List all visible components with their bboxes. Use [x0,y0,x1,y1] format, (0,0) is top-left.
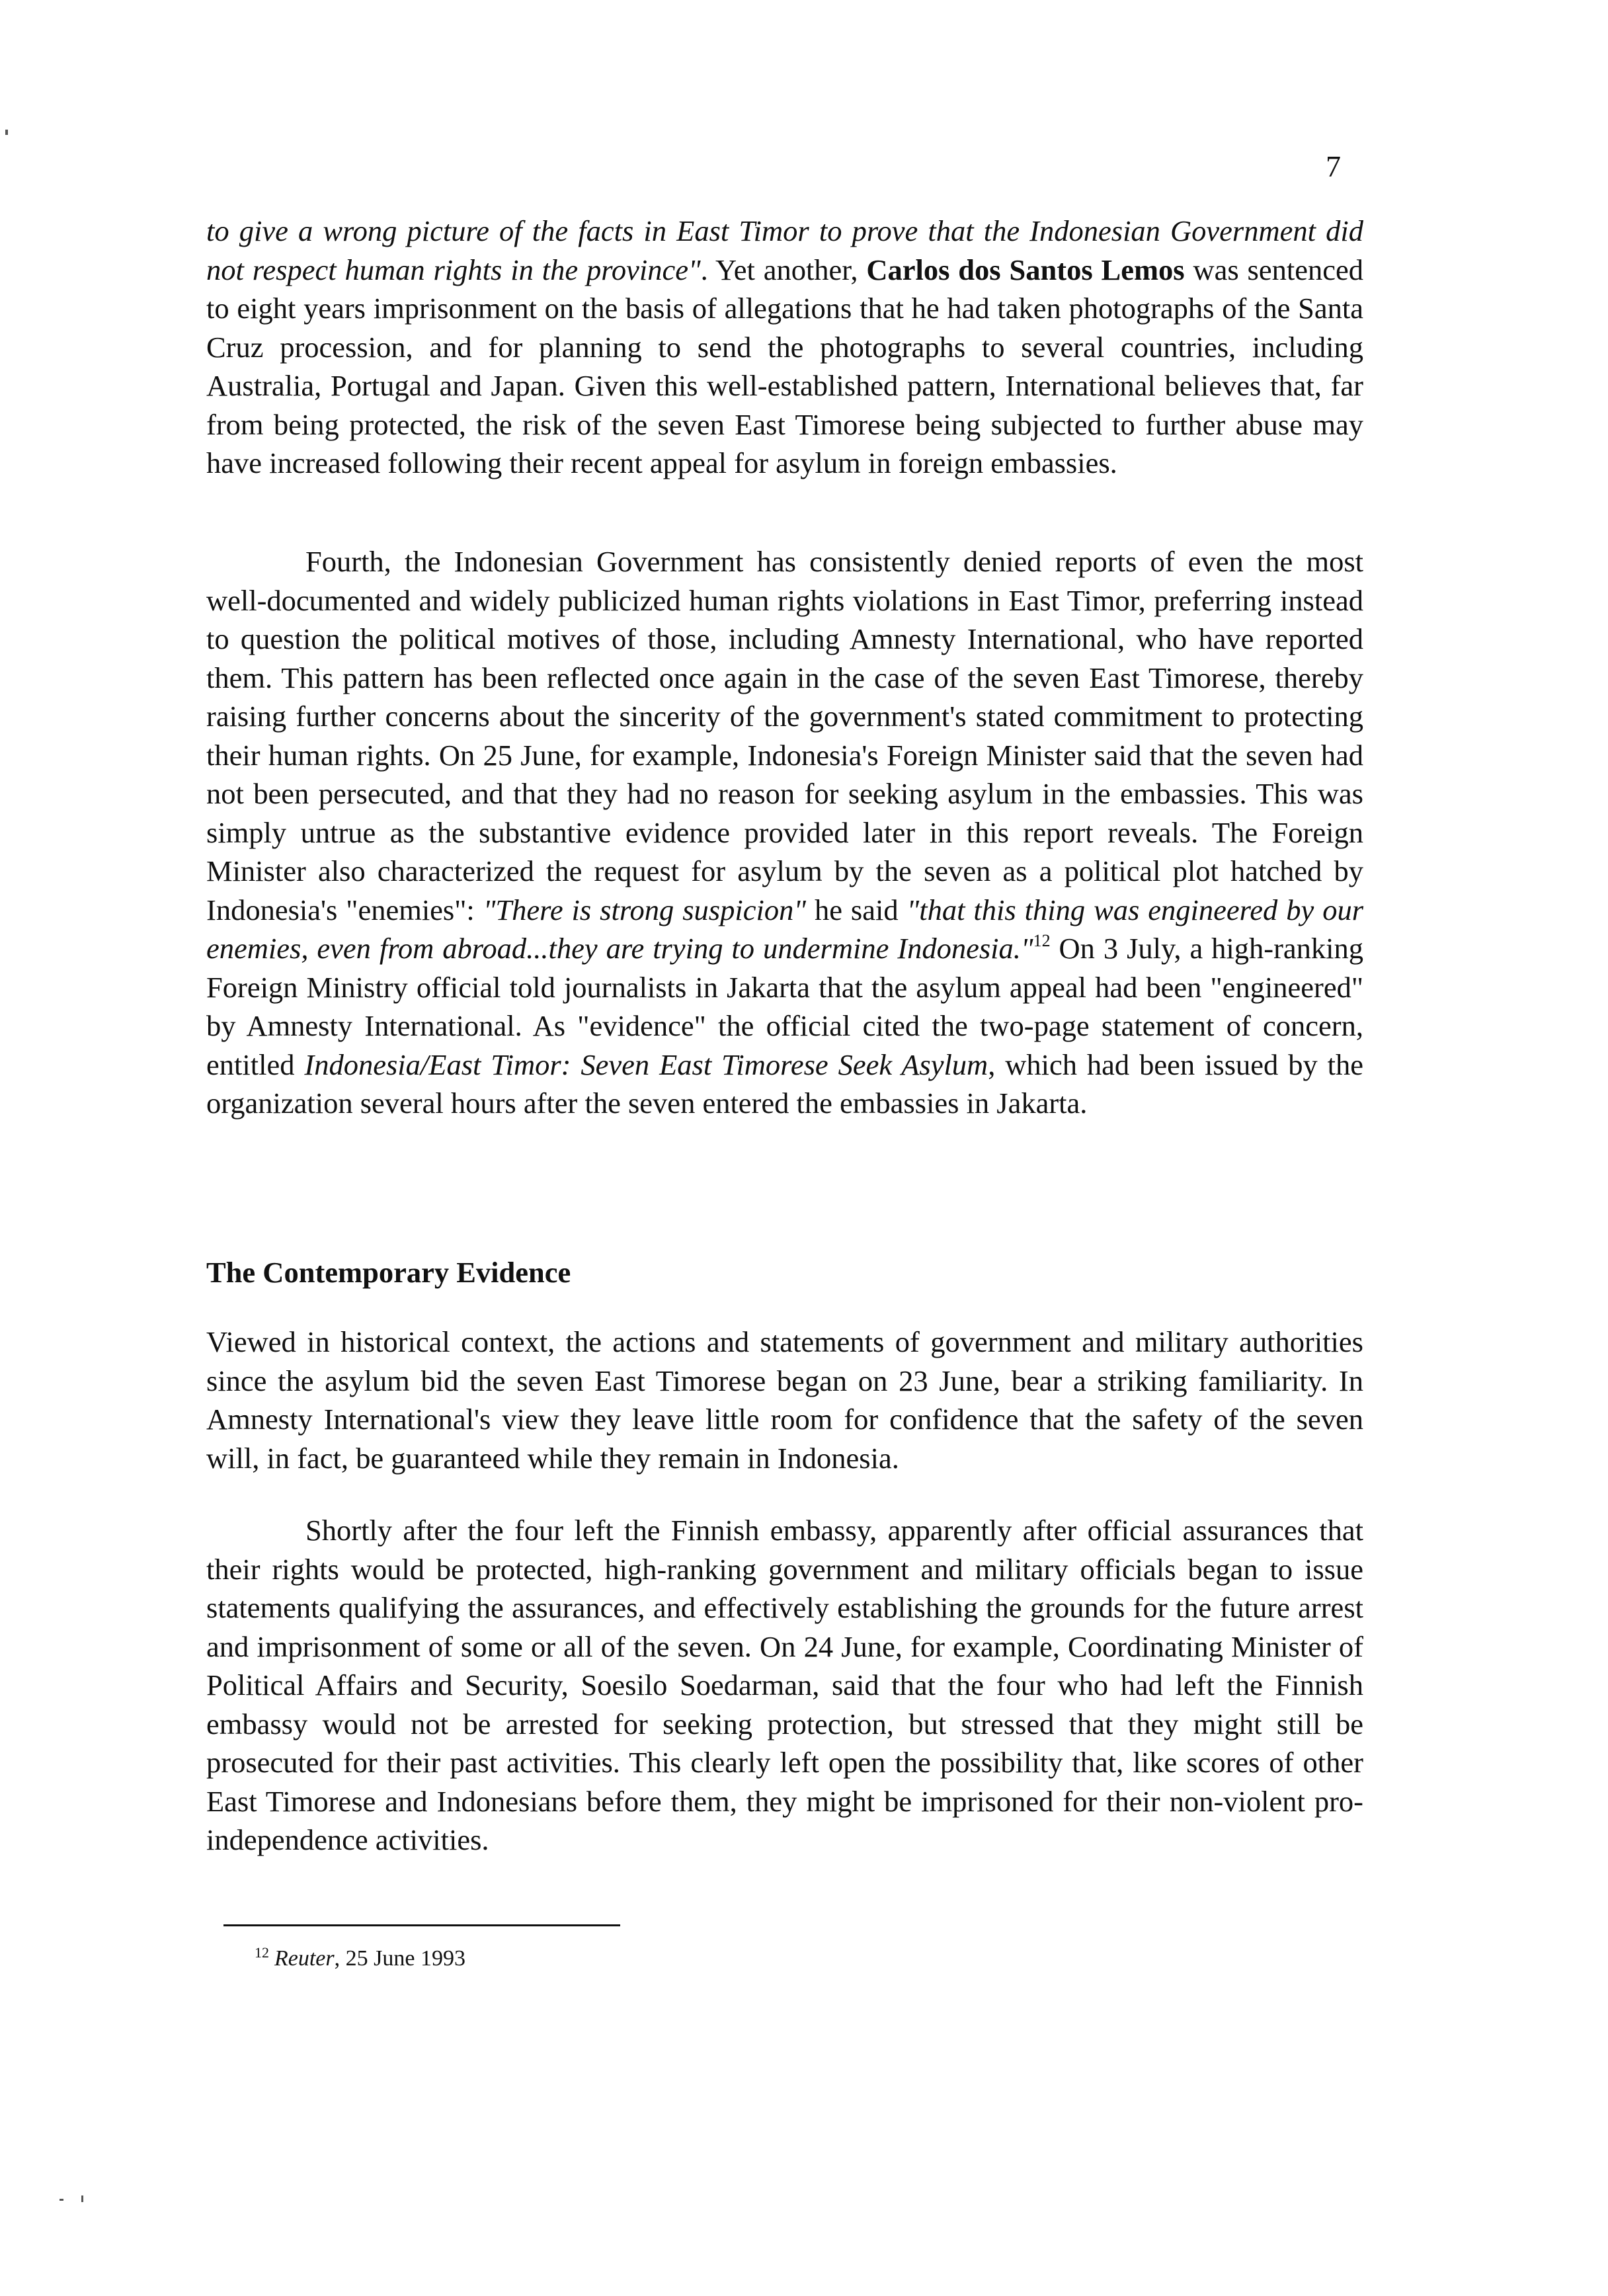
text-run: Shortly after the four left the Finnish embassy, apparently after official assurances that their rights would be protected, high-ranking government and military officials began to issue statements qualifying the assurances, and effectively establishing the grounds for the future arrest and imprisonment of some or all of the seven. On 24 June, for example, Coordinating Minister of Political Affairs and Security, Soesilo Soedarman, said that the four who had left the Finnish embassy would not be arrested for seeking protection, but stressed that they might still be prosecuted for their past activities. This clearly left open the possibility that, like scores of other East Timorese and Indonesians before them, they might be imprisoned for their non-violent pro-independence activities. [206,1514,1363,1856]
text-run: . Yet another, [700,253,867,286]
paragraph-4 [206,1511,1363,1860]
footnote-date: , 25 June 1993 [334,1946,465,1971]
text-run: , which had been issued by the organization several hours after the seven entered the embassies in Jakarta. [206,1047,1363,1120]
footnote-source: Reuter [274,1946,335,1971]
text-run: was sentenced to eight years imprisonment on the basis of allegations that he had taken photographs of the Santa Cruz procession, and for planning to send the photographs to several countries, including Australia, Portugal and Japan. Given this well-established pattern, International believes that, far from being protected, the risk of the seven East Timorese being subjected to further abuse may have increased following their recent appeal for asylum in foreign embassies. [206,253,1363,479]
text-run: Indonesia/East Timor: Seven East Timorese Seek Asylum [304,1047,988,1081]
paragraph-3 [206,1323,1363,1477]
footnote-12 [255,1944,465,1971]
footnote-reference: 12 [1033,931,1051,950]
paragraph-2 [206,542,1363,1123]
text-run: Viewed in historical context, the actions and statements of government and military authorities since the asylum bid the seven East Timorese began on 23 June, bear a striking familiarity. In Amnesty International's view they leave little room for confidence that the safety of the seven will, in fact, be guaranteed while they remain in Indonesia. [206,1325,1363,1475]
section-heading: The Contemporary Evidence [206,1256,571,1289]
text-run: On 3 July, a high-ranking Foreign Ministry official told journalists in Jakarta that the asylum appeal had been "engineered" by Amnesty International. As "evidence" the official cited the two-page statement of concern, entitled [206,932,1364,1081]
text-run: Carlos dos Santos Lemos [866,253,1185,286]
text-run: he said [806,893,907,926]
scan-speck [81,2195,83,2202]
scan-speck [60,2199,63,2201]
text-run: Fourth, the Indonesian Government has consistently denied reports of even the most well-documented and widely publicized human rights violations in East Timor, preferring instead to question the political motives of those, including Amnesty International, who have reported them. This pattern has been reflected once again in the case of the seven East Timorese, thereby raising further concerns about the sincerity of the government's stated commitment to protecting their human rights. On 25 June, for example, Indonesia's Foreign Minister said that the seven had not been persecuted, and that they had no reason for seeking asylum in the embassies. This was simply untrue as the substantive evidence provided later in this report reveals. The Foreign Minister also characterized the request for asylum by the seven as a political plot hatched by Indonesia's "enemies": [206,545,1363,926]
scan-speck [5,130,8,135]
text-run: "that this thing was engineered by our enemies, even from abroad...they are trying to undermine Indonesia." [206,893,1364,965]
text-run: "There is strong suspicion" [483,893,807,926]
footnote-divider [223,1924,620,1926]
paragraph-1 [206,212,1363,483]
footnote-number: 12 [255,1944,269,1961]
text-run: to give a wrong picture of the facts in East Timor to prove that the Indonesian Government did not respect human rights in the province" [206,214,1363,286]
page-number: 7 [1326,149,1341,183]
